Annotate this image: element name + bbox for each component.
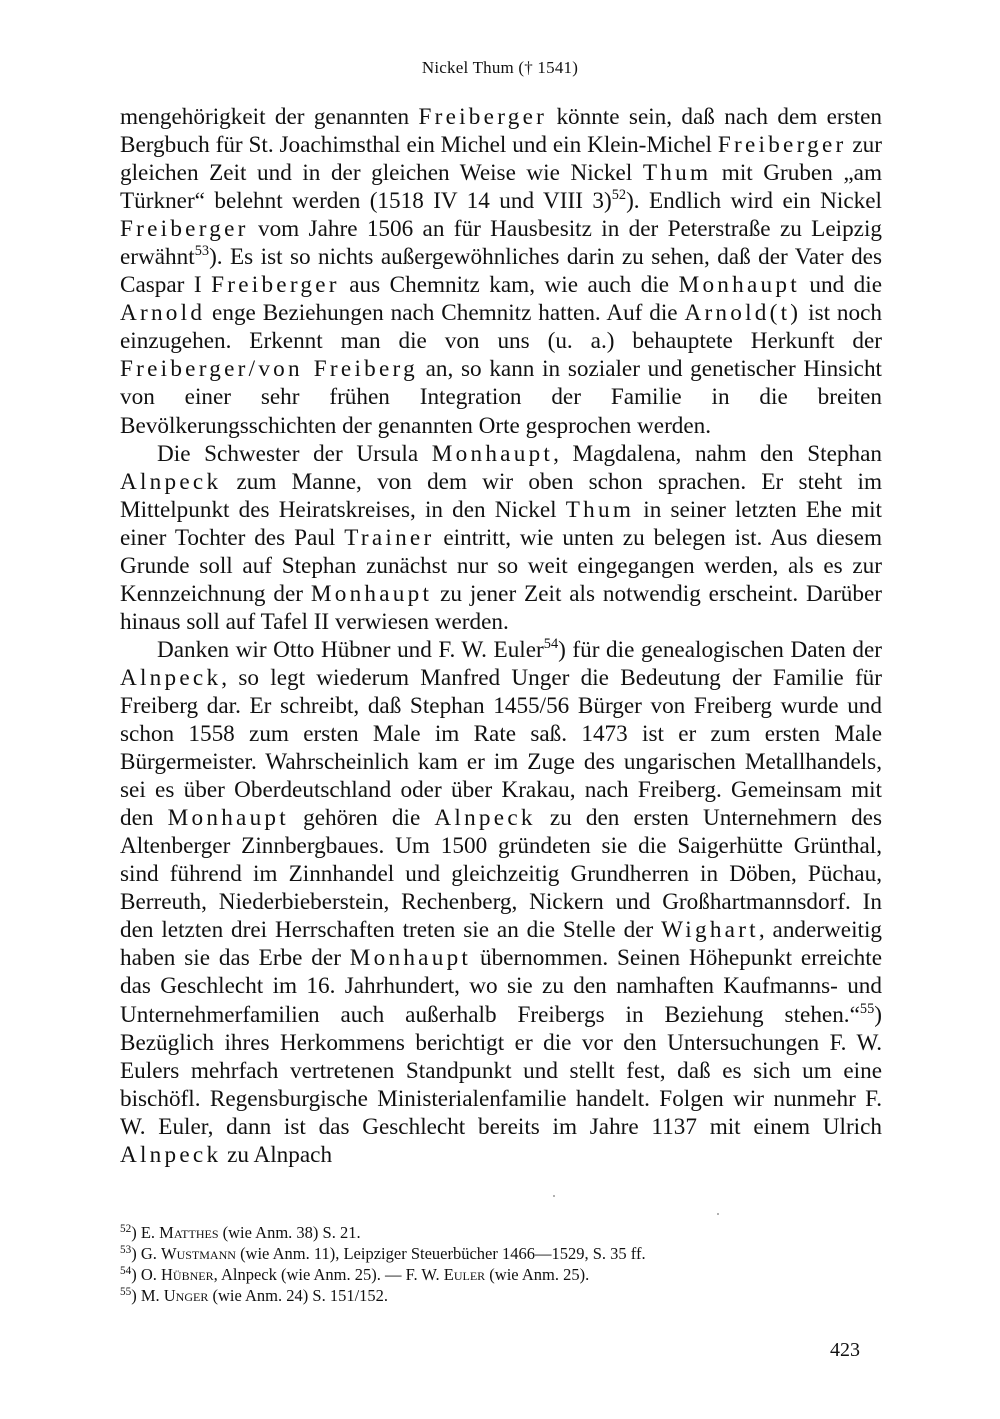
footnote-number: 54 — [120, 1264, 132, 1277]
footnote: $^{52}$) E. Matthes (wie Anm. 38) S. 21. — [120, 1222, 361, 1242]
body-paragraph: Danken wir Otto Hübner und F. W. Euler$^{54}$) für die genealogischen Daten der Alnpeck, so legt wiederum Manfred Unger die Bedeutung der Familie für Freiberg dar. Er schreibt, daß Stephan 1455/56 Bürger von Freiberg wurde und schon 1558 zum ersten Male im Rate saß. 1473 ist er zum ersten Male Bürgermeister. Wahrscheinlich kam er im Zuge des ungarischen Metallhandels, sei es über Oberdeutschland oder über Krakau, nach Freiberg. Gemeinsam mit den Monhaupt gehören die Alnpeck zu den ersten Unternehmern des Altenberger Zinnbergbaues. Um 1500 gründeten sie die Saigerhütte Grünthal, sind führend im Zinnhandel und gleichzeitig Grundherren in Döben, Püchau, Berreuth, Niederbieberstein, Rechenberg, Nickern und Großhartmannsdorf. In den letzten drei Herrschaften treten sie an die Stelle der Wighart, anderweitig haben sie das Erbe der Monhaupt übernommen. Seinen Höhepunkt erreichte das Geschlecht im 16. Jahrhundert, wo sie zu den namhaften Kaufmanns- und Unternehmerfamilien auch außerhalb Freibergs in Beziehung stehen.“$^{55}$) Bezüglich ihres Herkommens berichtigt er die vor den Untersuchungen F. W. Eulers mehrfach vertretenen Standpunkt und stellt fest, daß es sich um eine bischöfl. Regensburgische Ministerialenfamilie handelt. Folgen wir nunmehr F. W. Euler, dann ist das Geschlecht bereits im Jahre 1137 mit einem Ulrich Alnpeck zu Alnpach — [120, 635, 882, 1168]
author-name: Euler — [443, 1265, 486, 1284]
print-speck — [717, 1213, 719, 1215]
spaced-name: Alnpeck — [434, 805, 536, 832]
author-name: Matthes — [159, 1223, 219, 1242]
spaced-name: Arnold — [120, 300, 206, 327]
author-name: Hübner — [161, 1265, 214, 1284]
body-text — [120, 103, 882, 1169]
spaced-name: Freiberger/von Freiberg — [120, 356, 418, 383]
spaced-name: Thum — [642, 160, 712, 187]
page-number: 423 — [830, 1339, 860, 1361]
footnote: $^{55}$) M. Unger (wie Anm. 24) S. 151/152. — [120, 1285, 389, 1305]
footnote: $^{53}$) G. Wustmann (wie Anm. 11), Leipziger Steuerbücher 1466—1529, S. 35 ff. — [120, 1243, 646, 1263]
footnote-number: 55 — [120, 1285, 132, 1298]
spaced-name: Freiberger — [717, 132, 847, 159]
spaced-name: Monhaupt — [431, 440, 554, 467]
spaced-name: Trainer — [344, 524, 435, 551]
footnote-number: 52 — [120, 1222, 132, 1235]
footnote-number: 53 — [120, 1243, 132, 1256]
footnote: $^{54}$) O. Hübner, Alnpeck (wie Anm. 25). — F. W. Euler (wie Anm. 25). — [120, 1264, 590, 1284]
footnote-reference: 55 — [859, 1000, 875, 1017]
author-name: Unger — [163, 1286, 209, 1305]
spaced-name: Thum — [565, 496, 635, 523]
body-paragraph: mengehörigkeit der genannten Freiberger könnte sein, daß nach dem ersten Bergbuch für St. Joachimsthal ein Michel und ein Klein-Michel Freiberger zur gleichen Zeit und in der gleichen Weise wie Nickel Thum mit Gruben „am Türkner“ belehnt werden (1518 IV 14 und VIII 3)$^{52}$). Endlich wird ein Nickel Freiberger vom Jahre 1506 an für Hausbesitz in der Peterstraße zu Leipzig erwähnt$^{53}$). Es ist so nichts außergewöhnliches darin zu sehen, daß der Vater des Caspar I Freiberger aus Chemnitz kam, wie auch die Monhaupt und die Arnold enge Beziehungen nach Chemnitz hatten. Auf die Arnold(t) ist noch einzugehen. Erkennt man die von uns (u. a.) behauptete Herkunft der Freiberger/von Freiberg an, so kann in sozialer und genetischer Hinsicht von einer sehr frühen Integration der Familie in die breiten Bevölkerungsschichten der genannten Orte gesprochen werden. — [120, 104, 883, 439]
spaced-name: Freiberger — [418, 104, 548, 130]
footnote-reference: 53 — [194, 243, 210, 260]
print-speck — [553, 1195, 555, 1197]
spaced-name: Monhaupt — [167, 805, 289, 832]
running-head: Nickel Thum († 1541) — [421, 58, 579, 77]
spaced-name: Monhaupt — [349, 945, 472, 972]
body-paragraph: Die Schwester der Ursula Monhaupt, Magdalena, nahm den Stephan Alnpeck zum Manne, von dem wir oben schon sprachen. Er steht im Mittelpunkt des Heiratskreises, in den Nickel Thum in seiner letzten Ehe mit einer Tochter des Paul Trainer eintritt, wie unten zu belegen ist. Aus diesem Grunde soll auf Stephan zunächst nur so weit eingegangen werden, als es zur Kennzeichnung der Monhaupt zu jener Zeit als notwendig erscheint. Darüber hinaus soll auf Tafel II verwiesen werden. — [120, 440, 883, 635]
spaced-name: Arnold(t) — [684, 300, 802, 327]
spaced-name: Alnpeck — [120, 1141, 222, 1168]
footnotes — [120, 1222, 882, 1306]
spaced-name: Monhaupt — [678, 272, 800, 299]
spaced-name: Alnpeck — [120, 468, 222, 495]
footnote-reference: 52 — [611, 187, 627, 204]
spaced-name: Wighart — [661, 917, 759, 944]
author-name: Wustmann — [161, 1244, 236, 1263]
spaced-name: Monhaupt — [310, 580, 433, 607]
spaced-name: Freiberger — [120, 216, 249, 243]
spaced-name: Alnpeck — [120, 664, 222, 691]
spaced-name: Freiberger — [211, 272, 340, 299]
footnote-reference: 54 — [543, 635, 559, 652]
